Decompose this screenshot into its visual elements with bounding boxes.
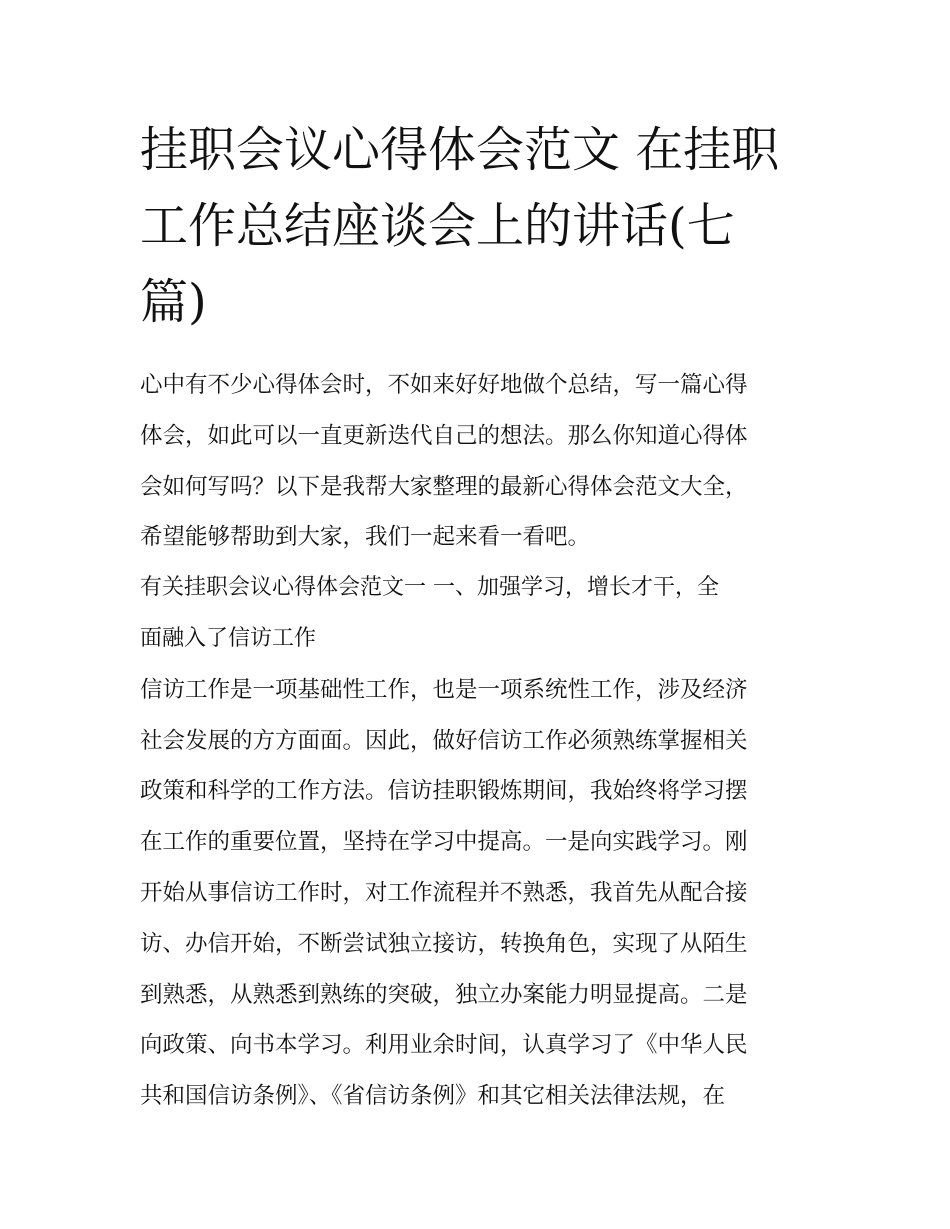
text-line: 政策和科学的工作方法。信访挂职锻炼期间，我始终将学习摆	[140, 778, 748, 805]
intro-paragraph	[140, 360, 820, 563]
text-line: 社会发展的方方面面。因此，做好信访工作必须熟练掌握相关	[140, 727, 748, 754]
body-paragraph	[140, 665, 820, 1122]
section-heading	[140, 563, 820, 665]
title-line: 挂职会议心得体会范文 在挂职	[140, 122, 780, 178]
text-line: 有关挂职会议心得体会范文一 一、加强学习，增长才干，全	[140, 575, 719, 601]
text-line: 到熟悉，从熟悉到熟练的突破，独立办案能力明显提高。二是	[140, 981, 748, 1008]
document-page	[140, 112, 820, 1122]
document-body	[140, 360, 820, 1122]
text-line: 共和国信访条例》、《省信访条例》和其它相关法律法规，在	[140, 1083, 726, 1110]
text-line: 心中有不少心得体会时，不如来好好地做个总结，写一篇心得	[140, 372, 748, 398]
text-line: 体会，如此可以一直更新迭代自己的想法。那么你知道心得体	[140, 422, 748, 449]
text-line: 访、办信开始，不断尝试独立接访，转换角色，实现了从陌生	[140, 930, 748, 957]
text-line: 希望能够帮助到大家，我们一起来看一看吧。	[140, 524, 591, 551]
text-line: 在工作的重要位置，坚持在学习中提高。一是向实践学习。刚	[140, 829, 748, 856]
document-title	[140, 112, 820, 340]
text-line: 开始从事信访工作时，对工作流程并不熟悉，我首先从配合接	[140, 879, 748, 906]
title-line: 篇)	[140, 274, 207, 330]
text-line: 向政策、向书本学习。利用业余时间，认真学习了《中华人民	[140, 1032, 748, 1059]
text-line: 会如何写吗？以下是我帮大家整理的最新心得体会范文大全，	[140, 473, 748, 500]
text-line: 面融入了信访工作	[140, 625, 317, 651]
text-line: 信访工作是一项基础性工作，也是一项系统性工作，涉及经济	[140, 676, 748, 703]
title-line: 工作总结座谈会上的讲话(七	[140, 198, 735, 254]
